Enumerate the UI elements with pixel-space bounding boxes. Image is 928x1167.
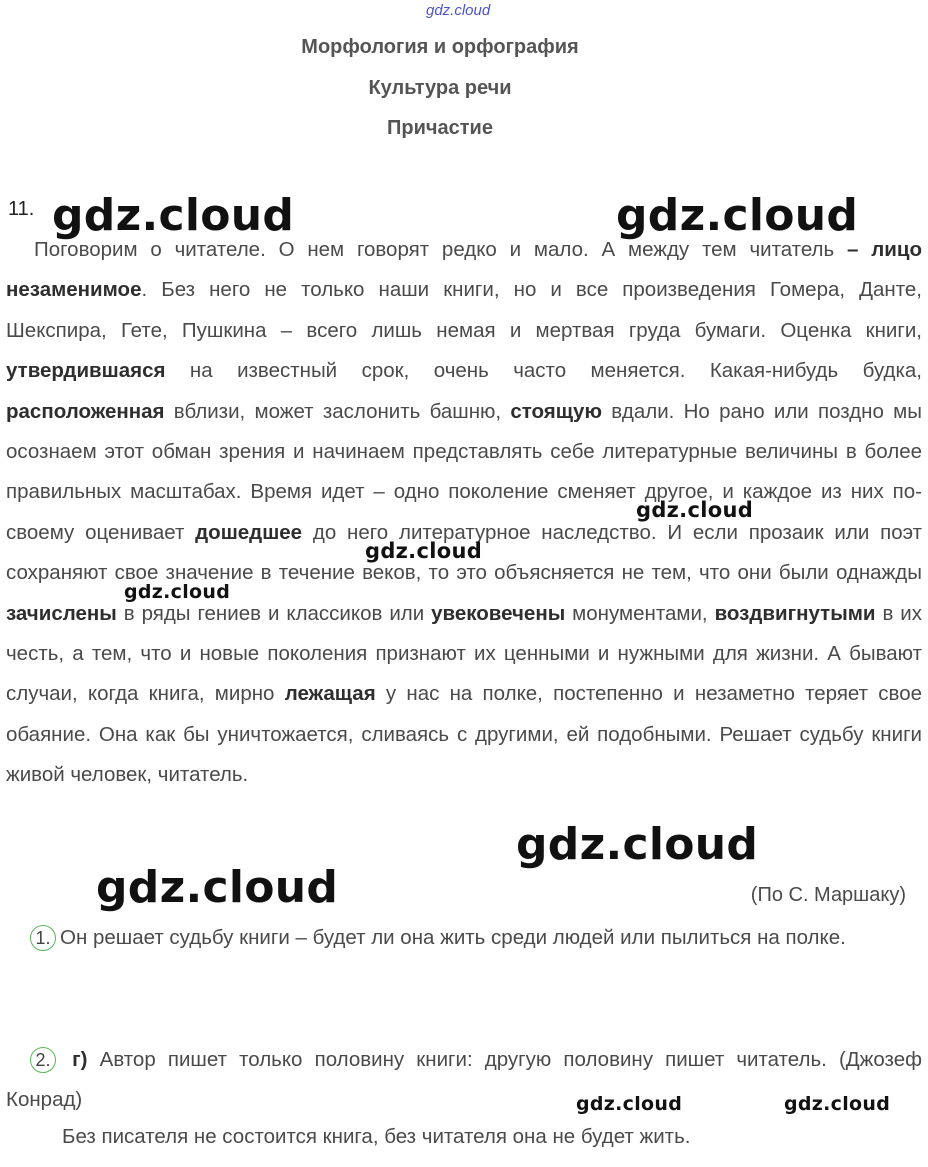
participle-word: стоящую bbox=[510, 399, 602, 423]
text-part: до него литературное наследство. И если прозаик или поэт сохраняют свое значение в течение веков, то это объясняется не тем, что они были однажды bbox=[6, 520, 922, 585]
text-part: вдали. Но рано или поздно мы осознаем этот обман зрения и начинаем представлять себе литературные величины в более правильных масштабах. Время идет – одно поколение сменяет другое, и каждое из них по-своему оценивает bbox=[6, 399, 922, 544]
participle-word: воздвигнутыми bbox=[714, 601, 876, 625]
section-heading: Морфология и орфография bbox=[301, 36, 579, 58]
watermark-top: gdz.cloud bbox=[426, 2, 491, 19]
participle-word: утвердившаяся bbox=[6, 359, 166, 383]
text-part: в ряды гениев и классиков или bbox=[116, 601, 432, 625]
subsection-heading: Культура речи bbox=[368, 77, 512, 99]
text-part: вблизи, может заслонить башню, bbox=[164, 399, 511, 423]
answer-text: Автор пишет только половину книги: другую половину пишет читатель. (Джозеф Конрад) bbox=[6, 1048, 922, 1112]
exercise-text bbox=[6, 230, 922, 796]
participle-word: дошедшее bbox=[195, 520, 303, 544]
answer-number-circle: 2. bbox=[30, 1047, 56, 1073]
topic-heading: Причастие bbox=[387, 117, 493, 139]
author-attribution: (По С. Маршаку) bbox=[750, 884, 906, 906]
text-part: . Без него не только наши книги, но и все произведения Гомера, Данте, Шекспира, Гете, Пушкина – всего лишь немая и мертвая груда бумаги. Оценка книги, bbox=[6, 278, 922, 342]
answer-1 bbox=[6, 918, 922, 958]
watermark-label: gdz.cloud bbox=[124, 581, 231, 603]
participle-word: увековечены bbox=[431, 601, 566, 625]
text-part: на известный срок, очень часто меняется. Какая-нибудь будка, bbox=[165, 359, 922, 383]
participle-word: лежащая bbox=[284, 682, 376, 706]
watermark-label: gdz.cloud bbox=[365, 539, 483, 563]
text-part: у нас на полке, постепенно и незаметно теряет свое обаяние. Она как бы уничтожается, сливаясь с другими, ей подобными. Решает судьбу книги живой человек, читатель. bbox=[6, 682, 922, 787]
answer-text: Он решает судьбу книги – будет ли она жить среди людей или пылиться на полке. bbox=[60, 926, 846, 949]
exercise-number: 11. bbox=[8, 198, 35, 220]
watermark-label: gdz.cloud bbox=[516, 819, 759, 870]
watermark-label: gdz.cloud bbox=[96, 862, 339, 913]
watermark-label: gdz.cloud bbox=[576, 1093, 683, 1115]
watermark-label: gdz.cloud bbox=[52, 190, 295, 241]
watermark-label: gdz.cloud bbox=[616, 190, 859, 241]
text-part: Поговорим о читателе. О нем говорят редко и мало. А между тем читатель bbox=[34, 238, 848, 261]
watermark-label: gdz.cloud bbox=[784, 1093, 891, 1115]
participle-word: незаменимое bbox=[6, 278, 142, 302]
text-part-bold: – лицо bbox=[847, 238, 922, 261]
participle-word: зачислены bbox=[6, 601, 117, 625]
watermark-label: gdz.cloud bbox=[636, 498, 754, 522]
participle-word: расположенная bbox=[6, 399, 165, 423]
text-part: монументами, bbox=[565, 601, 715, 625]
conclusion-text: Без писателя не состоится книга, без читателя она не будет жить. bbox=[62, 1125, 691, 1148]
answer-number-circle: 1. bbox=[30, 925, 56, 951]
text-part: в их честь, а тем, что и новые поколения признают их ценными и нужными для жизни. А бывают случаи, когда книга, мирно bbox=[6, 601, 922, 706]
answer-label: г) bbox=[72, 1048, 88, 1071]
